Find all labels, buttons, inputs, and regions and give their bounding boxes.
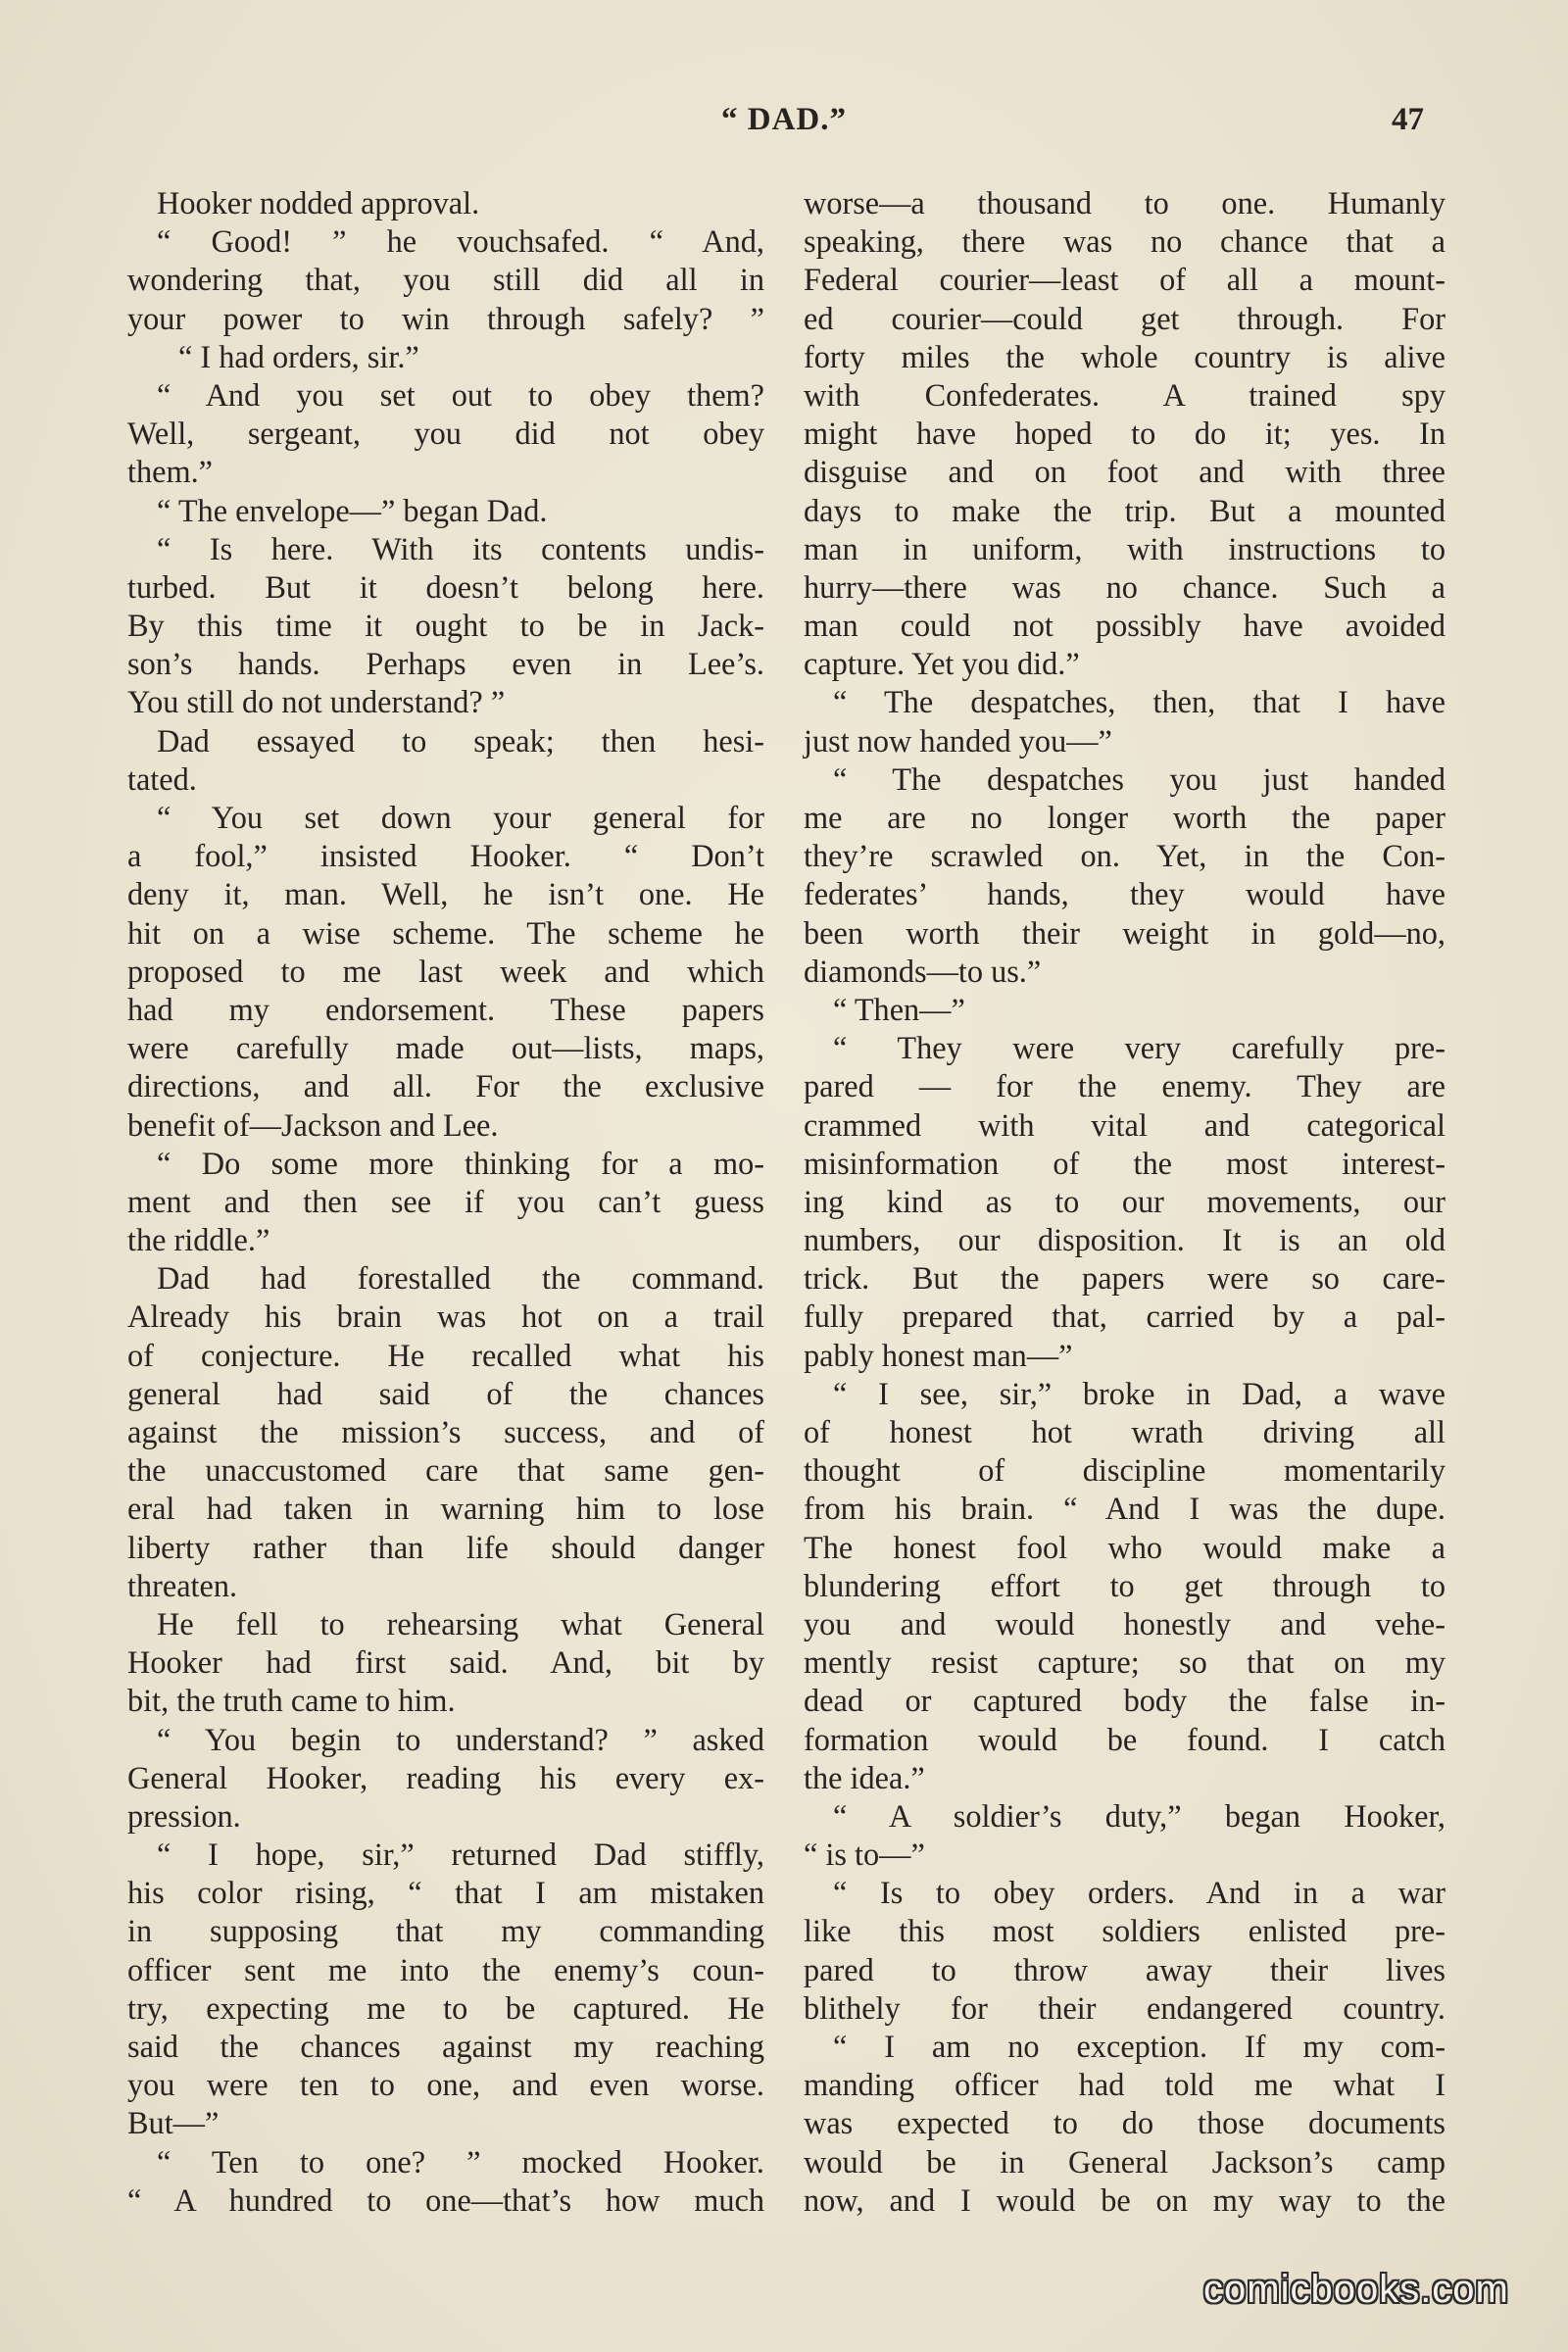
text-line: “ I hope, sir,” returned Dad stiffly, (157, 1837, 764, 1873)
text-line: worse—a thousand to one. Humanly (804, 185, 1446, 220)
text-line: numbers, our disposition. It is an old (804, 1222, 1446, 1258)
text-line: your power to win through safely? ” (127, 300, 764, 336)
text-line: now, and I would be on my way to the (804, 2181, 1446, 2218)
text-line: against the mission’s success, and of (127, 1414, 764, 1449)
text-line: capture. Yet you did.” (804, 646, 1080, 682)
text-line: was expected to do those documents (804, 2105, 1446, 2141)
text-line: “ The despatches, then, that I have (833, 684, 1446, 720)
text-line: trick. But the papers were so care- (804, 1260, 1446, 1297)
text-line: the unaccustomed care that same gen- (127, 1452, 764, 1489)
text-line: the riddle.” (127, 1222, 270, 1258)
text-line: with Confederates. A trained spy (804, 376, 1446, 413)
text-line: Dad had forestalled the command. (157, 1260, 764, 1297)
text-line: them.” (127, 454, 213, 490)
text-line: a fool,” insisted Hooker. “ Don’t (127, 838, 764, 874)
page-number: 47 (1392, 102, 1424, 137)
text-line: “ A soldier’s duty,” began Hooker, (833, 1797, 1446, 1834)
text-line: “ I see, sir,” broke in Dad, a wave (833, 1375, 1446, 1411)
text-line: ing kind as to our movements, our (804, 1183, 1446, 1219)
text-line: Already his brain was hot on a trail (127, 1298, 764, 1335)
text-line: days to make the trip. But a mounted (804, 492, 1446, 528)
text-line: eral had taken in warning him to lose (127, 1491, 764, 1527)
text-line: Hooker had first said. And, bit by (127, 1644, 764, 1681)
text-line: might have hoped to do it; yes. In (804, 416, 1446, 452)
text-line: just now handed you—” (804, 722, 1112, 759)
text-line: Hooker nodded approval. (157, 185, 480, 220)
text-line: misinformation of the most interest- (804, 1145, 1446, 1181)
text-line: like this most soldiers enlisted pre- (804, 1913, 1446, 1949)
text-line: proposed to me last week and which (127, 953, 764, 989)
running-title: “ DAD.” (721, 102, 847, 137)
text-line: “ Is here. With its contents undis- (157, 530, 764, 566)
text-line: been worth their weight in gold—no, (804, 914, 1446, 951)
text-line: hit on a wise scheme. The scheme he (127, 914, 764, 951)
text-line: benefit of—Jackson and Lee. (127, 1106, 499, 1143)
text-line: But—” (127, 2105, 220, 2141)
text-line: disguise and on foot and with three (804, 454, 1446, 490)
text-line: General Hooker, reading his every ex- (127, 1759, 764, 1795)
text-line: bit, the truth came to him. (127, 1683, 456, 1719)
text-line: they’re scrawled on. Yet, in the Con- (804, 838, 1446, 874)
text-line: “ You begin to understand? ” asked (157, 1721, 764, 1757)
site-watermark: comicbooks.com (1203, 2268, 1509, 2311)
text-line: manding officer had told me what I (804, 2067, 1446, 2103)
text-line: you were ten to one, and even worse. (127, 2067, 764, 2103)
text-line: “ I am no exception. If my com- (833, 2029, 1446, 2064)
text-line: “ is to—” (804, 1837, 925, 1873)
text-line: “ Ten to one? ” mocked Hooker. (157, 2143, 764, 2180)
text-line: pably honest man—” (804, 1337, 1073, 1373)
text-line: his color rising, “ that I am mistaken (127, 1875, 764, 1911)
text-line: “ The despatches you just handed (833, 760, 1446, 797)
text-line: me are no longer worth the paper (804, 800, 1446, 835)
text-line: liberty rather than life should danger (127, 1529, 764, 1565)
text-line: threaten. (127, 1567, 238, 1603)
text-line: “ Good! ” he vouchsafed. “ And, (157, 223, 764, 260)
text-line: federates’ hands, they would have (804, 876, 1446, 912)
text-line: “ Is to obey orders. And in a war (833, 1875, 1446, 1911)
text-line: crammed with vital and categorical (804, 1106, 1446, 1143)
text-line: directions, and all. For the exclusive (127, 1068, 764, 1104)
text-line: thought of discipline momentarily (804, 1452, 1446, 1489)
text-line: ment and then see if you can’t guess (127, 1183, 764, 1219)
text-line: wondering that, you still did all in (127, 262, 764, 298)
text-line: had my endorsement. These papers (127, 991, 764, 1027)
left-text-column (127, 184, 764, 2220)
text-line: said the chances against my reaching (127, 2029, 764, 2064)
text-line: formation would be found. I catch (804, 1721, 1446, 1757)
text-line: general had said of the chances (127, 1375, 764, 1411)
text-line: of honest hot wrath driving all (804, 1414, 1446, 1449)
text-line: He fell to rehearsing what General (157, 1605, 764, 1642)
text-line: “ They were very carefully pre- (833, 1030, 1446, 1066)
text-line: diamonds—to us.” (804, 953, 1042, 989)
text-line: dead or captured body the false in- (804, 1683, 1446, 1719)
text-line: you and would honestly and vehe- (804, 1605, 1446, 1642)
text-line: You still do not understand? ” (127, 684, 506, 720)
text-line: speaking, there was no chance that a (804, 223, 1446, 260)
text-line: blithely for their endangered country. (804, 1989, 1446, 2026)
text-line: “ You set down your general for (157, 800, 764, 835)
text-line: try, expecting me to be captured. He (127, 1989, 764, 2026)
text-line: man could not possibly have avoided (804, 608, 1446, 644)
text-line: forty miles the whole country is alive (804, 338, 1446, 374)
text-line: “ And you set out to obey them? (157, 376, 764, 413)
text-line: By this time it ought to be in Jack- (127, 608, 764, 644)
text-line: deny it, man. Well, he isn’t one. He (127, 876, 764, 912)
text-line: Federal courier—least of all a mount- (804, 262, 1446, 298)
text-line: Well, sergeant, you did not obey (127, 416, 764, 452)
text-line: of conjecture. He recalled what his (127, 1337, 764, 1373)
text-line: from his brain. “ And I was the dupe. (804, 1491, 1446, 1527)
text-line: hurry—there was no chance. Such a (804, 568, 1446, 605)
text-line: pression. (127, 1797, 241, 1834)
text-line: “ Then—” (833, 991, 965, 1027)
text-line: blundering effort to get through to (804, 1567, 1446, 1603)
text-line: man in uniform, with instructions to (804, 530, 1446, 566)
text-line: turbed. But it doesn’t belong here. (127, 568, 764, 605)
text-line: ed courier—could get through. For (804, 300, 1446, 336)
text-line: pared — for the enemy. They are (804, 1068, 1446, 1104)
text-line: tated. (127, 760, 197, 797)
text-line: “ Do some more thinking for a mo- (157, 1145, 764, 1181)
right-text-column (804, 184, 1446, 2220)
text-line: in supposing that my commanding (127, 1913, 764, 1949)
text-line: mently resist capture; so that on my (804, 1644, 1446, 1681)
text-line: The honest fool who would make a (804, 1529, 1446, 1565)
text-line: were carefully made out—lists, maps, (127, 1030, 764, 1066)
text-line: officer sent me into the enemy’s coun- (127, 1951, 764, 1987)
text-line: pared to throw away their lives (804, 1951, 1446, 1987)
text-line: son’s hands. Perhaps even in Lee’s. (127, 646, 764, 682)
text-line: would be in General Jackson’s camp (804, 2143, 1446, 2180)
text-line: “ The envelope—” began Dad. (157, 492, 548, 528)
text-line: “ A hundred to one—that’s how much (127, 2181, 764, 2218)
text-line: the idea.” (804, 1759, 925, 1795)
text-line: Dad essayed to speak; then hesi- (157, 722, 764, 759)
text-line: fully prepared that, carried by a pal- (804, 1298, 1446, 1335)
text-line: “ I had orders, sir.” (178, 338, 419, 374)
